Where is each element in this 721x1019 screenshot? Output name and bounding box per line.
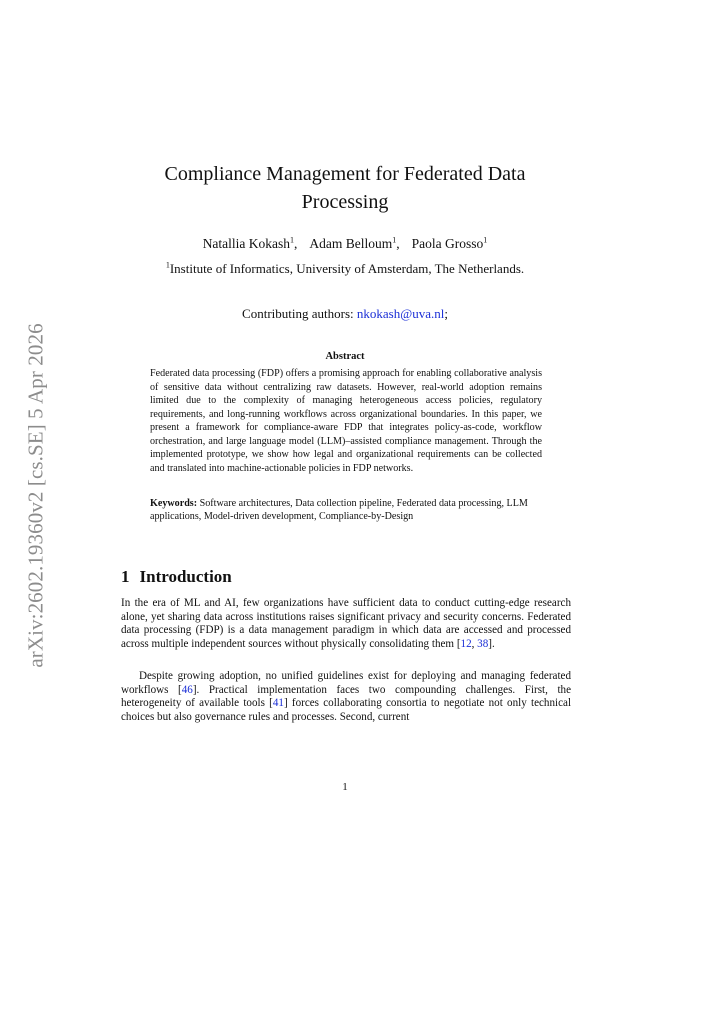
author-email-link[interactable]: nkokash@uva.nl — [356, 306, 445, 321]
author-affil-mark-3: 1 — [483, 235, 488, 245]
arxiv-identifier-text: arXiv:2602.19360v2 [cs.SE] 5 Apr 2026 — [23, 322, 48, 668]
page-number: 1 — [342, 781, 348, 793]
abstract-heading: Abstract — [325, 351, 365, 362]
citation-link[interactable]: 12 — [460, 637, 472, 650]
author-affil-mark-1: 1 — [290, 235, 295, 245]
paper-title-line-1: Compliance Management for Federated Data — [164, 163, 526, 185]
citation-link[interactable]: 41 — [272, 697, 284, 710]
author-name-3: Paola Grosso — [411, 236, 484, 251]
section-number: 1 — [121, 567, 130, 586]
affiliation-mark: 1 — [165, 260, 170, 270]
author-list: Natallia Kokash$^1$, Adam Belloum$^1$, Paola Grosso$^1$ — [202, 235, 488, 251]
citation-link[interactable]: 38 — [477, 637, 489, 650]
intro-paragraph-2-text-a: Despite growing adoption, no unified guidelines exist for deploying and managing federated workflows — [121, 670, 571, 696]
citation-link[interactable]: 46 — [181, 683, 193, 696]
intro-paragraph-2: Despite growing adoption, no unified guidelines exist for deploying and managing federated workflows [46]. Practical implementation faces two compounding challenges. First, the heterogeneity of available tools [41] forces collaborating consortia to negotiate not only technical choices but also governance rules and processes. Second, current — [121, 670, 572, 723]
keywords-label: Keywords: — [150, 498, 198, 509]
contributing-authors — [0, 305, 690, 323]
contributing-label: Contributing authors: — [242, 306, 354, 321]
intro-paragraph-1: In the era of ML and AI, few organizations have sufficient data to conduct cutting-edge research alone, yet sharing data across institutions raises significant privacy and security concerns. Federated data processing (FDP) is a data management paradigm in which data are accessed and processed across multiple independent sources without physically consolidating them [12, 38]. — [121, 597, 571, 650]
paper-title — [120, 160, 570, 216]
abstract-text: Federated data processing (FDP) offers a promising approach for enabling collaborative analysis of sensitive data without centralizing raw datasets. However, real-world adoption remains limited due to the complexity of managing heterogeneous access policies, regulatory requirements, and long-running workflows across organizational boundaries. In this paper, we present a framework for compliance-aware FDP that integrates policy-as-code, workflow orchestration, and large language model (LLM)–assisted compliance management. Through the implemented prototype, we show how legal and organizational requirements can be collected and translated into machine-actionable policies in FDP networks. — [150, 368, 542, 474]
author-affil-mark-2: 1 — [392, 235, 397, 245]
intro-paragraph-2-text-c: forces collaborating consortia to negotiate not only technical choices but also governance rules and processes. Second, current — [121, 697, 572, 723]
intro-paragraph-1-text: In the era of ML and AI, few organizations have sufficient data to conduct cutting-edge research alone, yet sharing data across institutions raises significant privacy and security concerns. Federated data processing (FDP) is a data management paradigm in which data are accessed and processed across multiple independent sources without physically consolidating them — [121, 597, 571, 650]
intro-paragraph-2-text-b: . Practical implementation faces two compounding challenges. First, the heterogeneity of available tools — [121, 683, 572, 710]
paper-title-line-2: Processing — [301, 191, 389, 213]
author-affiliation — [0, 260, 690, 278]
section-title: Introduction — [139, 567, 232, 586]
author-name-1: Natallia Kokash — [202, 236, 291, 251]
affiliation-text: Institute of Informatics, University of Amsterdam, The Netherlands. — [169, 261, 525, 276]
keywords — [150, 498, 542, 523]
contributing-suffix: ; — [444, 306, 448, 321]
section-heading-introduction — [121, 566, 232, 588]
keywords-text: Software architectures, Data collection pipeline, Federated data processing, LLM applications, Model-driven development, Compliance-by-Design — [150, 498, 528, 522]
author-name-2: Adam Belloum — [309, 236, 393, 251]
